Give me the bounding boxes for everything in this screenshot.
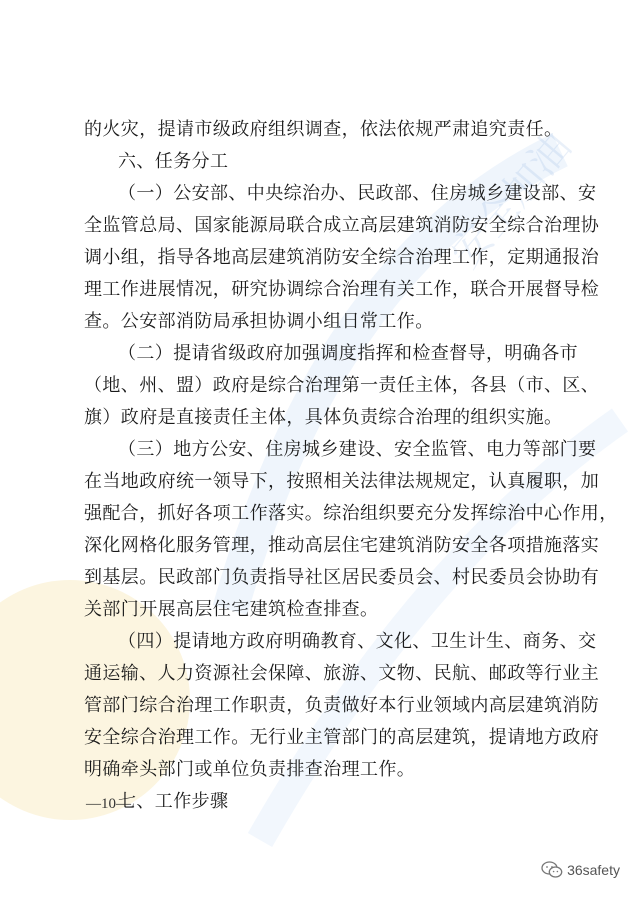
watermark-text: 安全加油 bbox=[442, 124, 581, 277]
document-body bbox=[84, 114, 618, 818]
text-line: 理工作进展情况，研究协调综合治理有关工作，联合开展督导检 bbox=[84, 279, 600, 300]
text-line: （四）提请地方政府明确教育、文化、卫生计生、商务、交 bbox=[118, 631, 597, 652]
text-line: 通运输、人力资源社会保障、旅游、文物、民航、邮政等行业主 bbox=[84, 663, 600, 684]
text-line: 明确牵头部门或单位负责排查治理工作。 bbox=[84, 759, 416, 780]
brand-label: 36safety bbox=[567, 862, 620, 878]
text-line: 查。公安部消防局承担协调小组日常工作。 bbox=[84, 311, 434, 332]
text-line: （三）地方公安、住房城乡建设、安全监管、电力等部门要 bbox=[118, 439, 597, 460]
brand-footer bbox=[541, 861, 620, 879]
wechat-icon bbox=[541, 861, 563, 879]
text-line: （二）提请省级政府加强调度指挥和检查督导，明确各市 bbox=[118, 343, 578, 364]
text-line: 的火灾，提请市级政府组织调查，依法依规严肃追究责任。 bbox=[84, 119, 563, 140]
text-line: 强配合，抓好各项工作落实。综治组织要充分发挥综治中心作用， bbox=[84, 503, 618, 524]
text-line: 七、工作步骤 bbox=[118, 791, 229, 812]
page-number: —10— bbox=[86, 796, 131, 812]
text-line: 关部门开展高层住宅建筑检查排查。 bbox=[84, 599, 379, 620]
text-line: （一）公安部、中央综治办、民政部、住房城乡建设部、安 bbox=[118, 183, 597, 204]
text-line: （地、州、盟）政府是综合治理第一责任主体，各县（市、区、 bbox=[84, 375, 600, 396]
text-line: 在当地政府统一领导下，按照相关法律法规规定，认真履职，加 bbox=[84, 471, 600, 492]
text-line: 到基层。民政部门负责指导社区居民委员会、村民委员会协助有 bbox=[84, 567, 600, 588]
text-line: 安全综合治理工作。无行业主管部门的高层建筑，提请地方政府 bbox=[84, 727, 600, 748]
text-line: 六、任务分工 bbox=[118, 151, 229, 172]
text-line: 旗）政府是直接责任主体，具体负责综合治理的组织实施。 bbox=[84, 407, 563, 428]
text-line: 全监管总局、国家能源局联合成立高层建筑消防安全综合治理协 bbox=[84, 215, 600, 236]
text-line: 深化网格化服务管理，推动高层住宅建筑消防安全各项措施落实 bbox=[84, 535, 600, 556]
text-line: 调小组，指导各地高层建筑消防安全综合治理工作，定期通报治 bbox=[84, 247, 600, 268]
text-line: 管部门综合治理工作职责，负责做好本行业领域内高层建筑消防 bbox=[84, 695, 600, 716]
